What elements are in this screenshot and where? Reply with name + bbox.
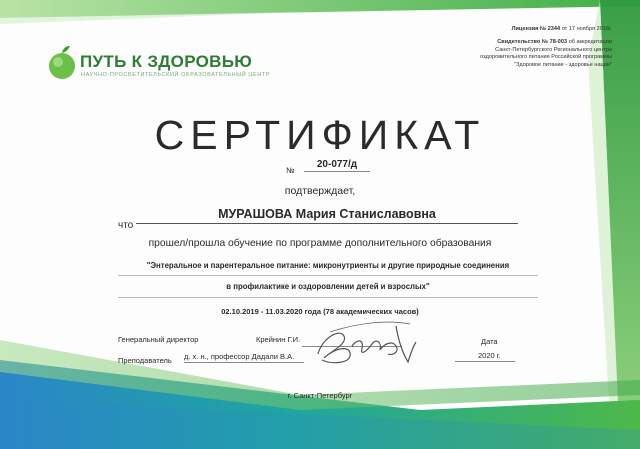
recipient-name: МУРАШОВА Мария Станиславовна <box>136 207 518 224</box>
license-line-5: "Здоровое питание - здоровье нации" <box>514 61 612 68</box>
city: г. Санкт-Петербург <box>287 391 353 400</box>
teacher-signature-line <box>184 362 304 363</box>
brand-subtitle: НАУЧНО-ПРОСВЕТИТЕЛЬСКИЙ ОБРАЗОВАТЕЛЬНЫЙ ЦЕНТР <box>81 72 271 78</box>
study-period: 02.10.2019 - 11.03.2020 года (78 академических часов) <box>221 307 419 316</box>
date-line <box>455 361 515 362</box>
program-title <box>118 261 538 292</box>
director-label: Генеральный директор <box>118 335 199 344</box>
license-line-4: оздоровительного питания Российской программы <box>480 54 612 61</box>
accreditation-number: Свидетельство № 78-003 <box>497 39 568 46</box>
date-value: 2020 г. <box>478 351 501 360</box>
certificate-title: СЕРТИФИКАТ <box>154 112 486 158</box>
date-label: Дата <box>481 337 498 346</box>
studied-text: прошел/прошла обучение по программе дополнительного образования <box>148 238 492 249</box>
license-date: от 17 ноября 2016г. <box>560 26 612 32</box>
program-line-2: в профилактике и оздоровлении детей и взрослых" <box>226 282 430 291</box>
that-label: что <box>118 220 134 231</box>
teacher-name: д. х. н., профессор Дадали В.А. <box>184 352 295 361</box>
certificate-number: 20-077/д <box>304 159 370 172</box>
program-underline-1 <box>118 275 538 276</box>
number-label: № <box>286 166 295 175</box>
license-info <box>430 26 612 69</box>
program-line-1: "Энтеральное и парентеральное питание: микронутриенты и другие природные соединения <box>146 261 510 270</box>
brand-name: ПУТЬ К ЗДОРОВЬЮ <box>80 52 253 71</box>
program-underline-2 <box>118 297 538 298</box>
license-line-3: Санкт-Петербургского Регионального центра <box>495 46 612 53</box>
license-number: Лицензия № 2344 <box>511 26 561 32</box>
signature-scribble <box>300 318 430 378</box>
accreditation-text: об аккредитации <box>567 39 612 46</box>
confirms-text: подтверждает, <box>284 185 356 197</box>
teacher-label: Преподаватель <box>118 356 172 365</box>
director-name: Крейнин Г.И. <box>256 335 301 344</box>
